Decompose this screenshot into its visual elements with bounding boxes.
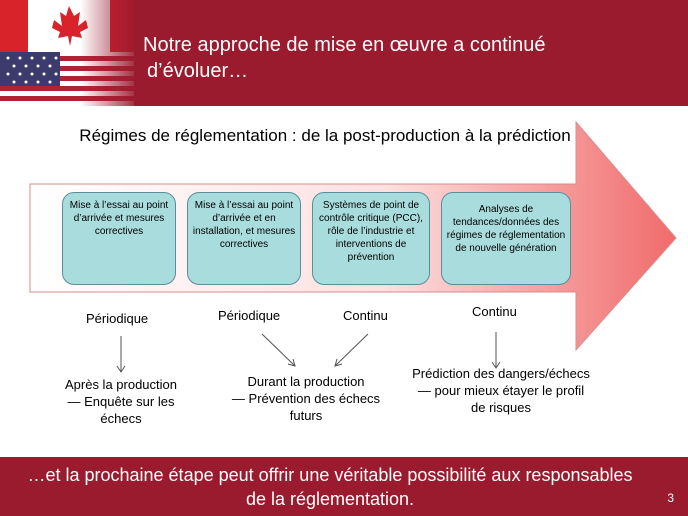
footer-message: …et la prochaine étape peut offrir une véritable possibilité aux responsables de la réglementation. (27, 465, 633, 509)
outcome-2-line2: — Prévention des échecs futurs (231, 391, 381, 423)
outcome-text-2 (214, 373, 398, 424)
outcome-1-line1: Après la production (64, 377, 177, 392)
stage-box-4: Analyses de tendances/données des régimes de réglementation de nouvelle génération (441, 192, 571, 285)
stage-box-3: Systèmes de point de contrôle critique (PCC), rôle de l’industrie et interventions de prévention (312, 192, 430, 285)
mode-label-4: Continu (472, 304, 517, 319)
outcome-text-1 (52, 376, 190, 427)
slide-title-line1: Notre approche de mise en œuvre a continué (143, 34, 546, 56)
mode-label-3: Continu (343, 308, 388, 323)
outcome-2-line1: Durant la production (247, 374, 365, 389)
outcome-3-line2: — pour mieux étayer le profil de risques (417, 383, 585, 415)
outcome-3-line1: Prédiction des dangers/échecs (412, 366, 590, 381)
page-number: 3 (667, 491, 674, 505)
mode-label-1: Périodique (86, 311, 149, 326)
stage-box-1: Mise à l’essai au point d’arrivée et mesures correctives (62, 192, 176, 285)
diagram-subtitle: Régimes de réglementation : de la post-production à la prédiction (79, 126, 571, 145)
mode-label-2: Périodique (218, 308, 281, 323)
outcome-text-3 (410, 365, 592, 416)
slide-title-line2: d’évoluer… (147, 60, 249, 82)
footer-bar (0, 457, 688, 516)
stage-box-2: Mise à l’essai au point d’arrivée et en installation, et mesures correctives (187, 192, 301, 285)
outcome-1-line2: — Enquête sur les échecs (67, 394, 175, 426)
